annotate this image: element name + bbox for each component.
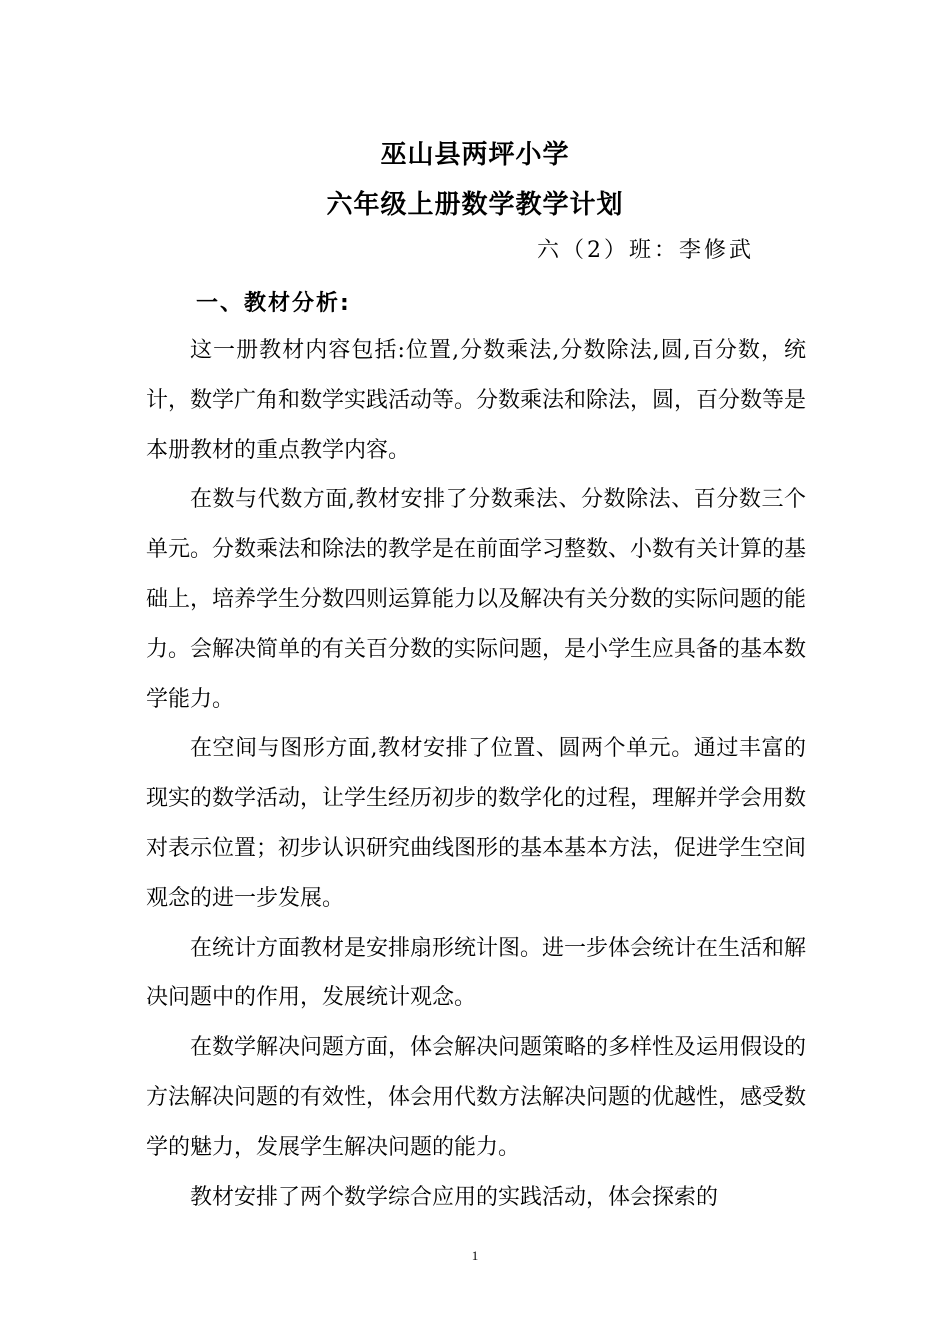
paragraph: 在空间与图形方面,教材安排了位置、圆两个单元。通过丰富的现实的数学活动，让学生经历初步的数学化的过程，理解并学会用数对表示位置；初步认识研究曲线图形的基本基本方法，促进学生空间观念的进一步发展。	[146, 736, 807, 911]
paragraph: 教材安排了两个数学综合应用的实践活动，体会探索的	[190, 1184, 719, 1210]
paragraph: 在数与代数方面,教材安排了分数乘法、分数除法、百分数三个单元。分数乘法和除法的教学是在前面学习整数、小数有关计算的基础上，培养学生分数四则运算能力以及解决有关分数的实际问题的能力。会解决简单的有关百分数的实际问题，是小学生应具备的基本数学能力。	[146, 487, 807, 712]
paragraph: 在统计方面教材是安排扇形统计图。进一步体会统计在生活和解决问题中的作用，发展统计观念。	[146, 935, 807, 1011]
page-number: 1	[471, 1248, 479, 1263]
section-heading: 一、教材分析:	[196, 291, 351, 316]
author-line: 六（2）班：李修武	[537, 238, 754, 263]
plan-title: 六年级上册数学教学计划	[326, 190, 624, 220]
paragraph: 这一册教材内容包括:位置,分数乘法,分数除法,圆,百分数，统计，数学广角和数学实践活动等。分数乘法和除法，圆，百分数等是本册教材的重点教学内容。	[146, 338, 807, 463]
school-title: 巫山县两坪小学	[380, 140, 570, 170]
paragraph: 在数学解决问题方面，体会解决问题策略的多样性及运用假设的方法解决问题的有效性，体会用代数方法解决问题的优越性，感受数学的魅力，发展学生解决问题的能力。	[146, 1035, 807, 1160]
body-text	[146, 326, 806, 1222]
